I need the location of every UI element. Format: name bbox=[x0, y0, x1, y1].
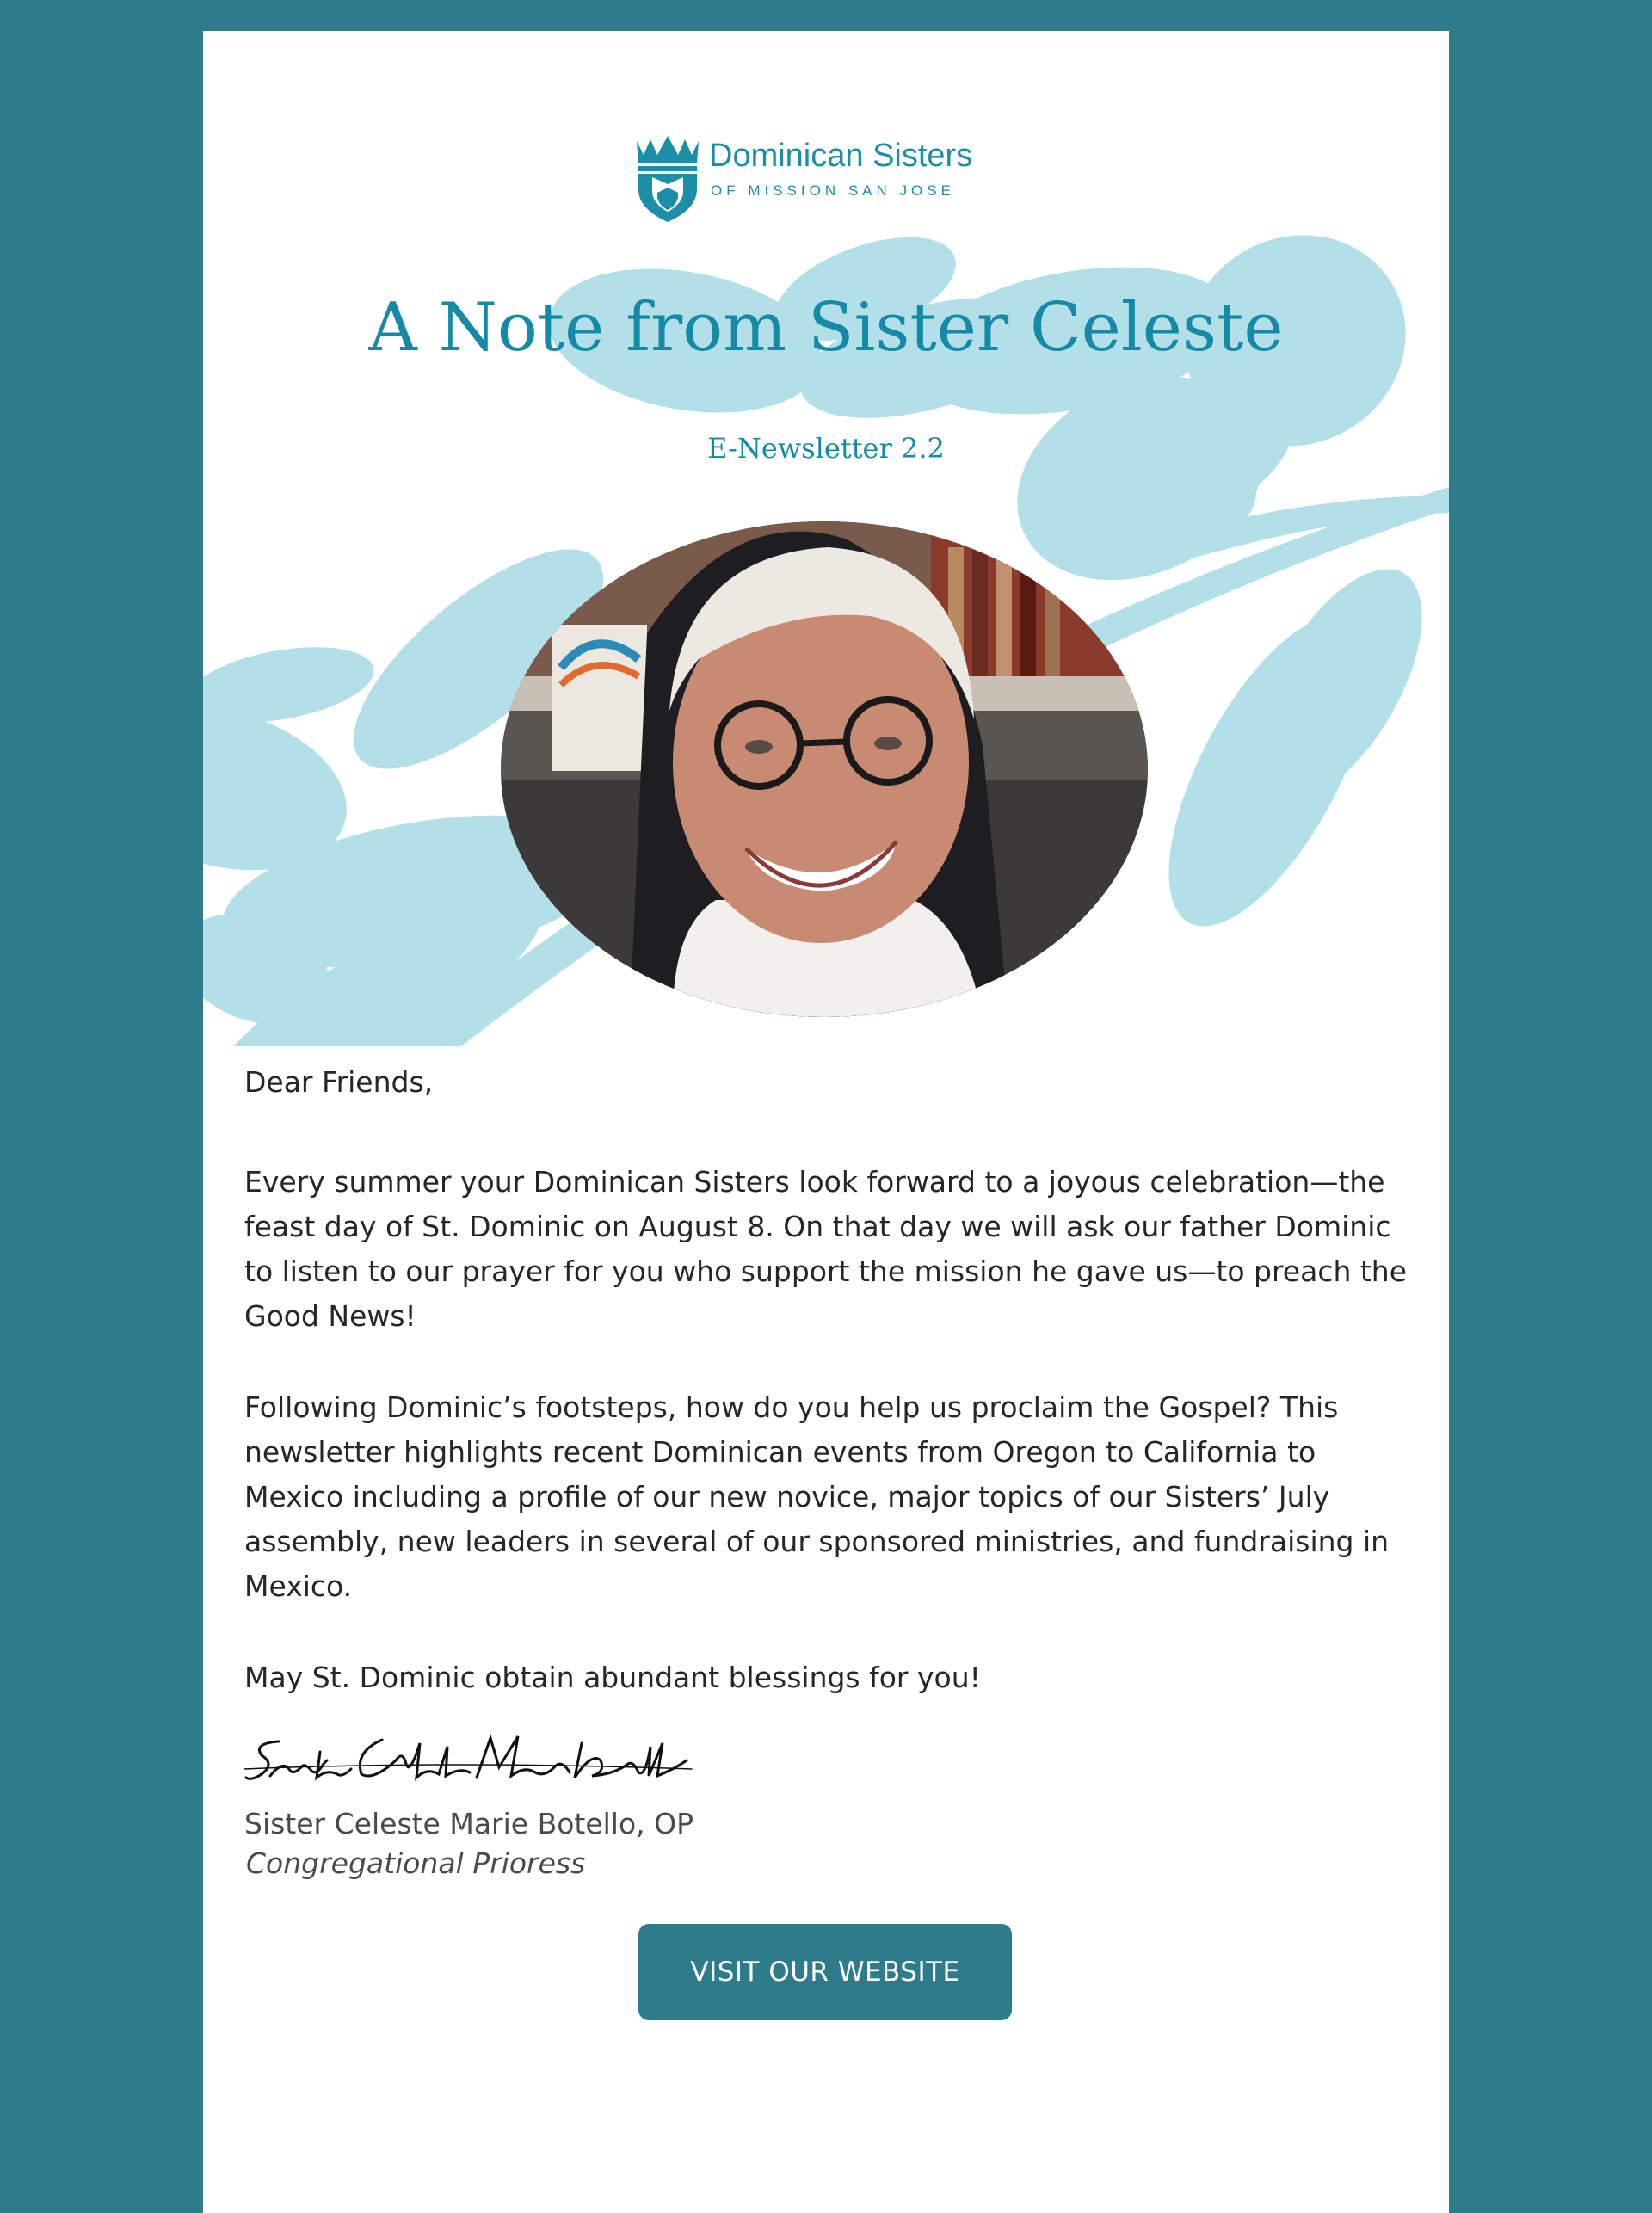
portrait-photo bbox=[501, 521, 1148, 1017]
brand-logo[interactable] bbox=[633, 133, 995, 222]
letter-paragraph: Following Dominic’s footsteps, how do you help us proclaim the Gospel? This newsletter highlights recent Dominican events from Oregon to California to Mexico including a profile of our new novice, major topics of our Sisters’ July assembly, new leaders in several of our sponsored ministries, and fundraising in Mexico. bbox=[244, 1390, 1390, 1603]
letter-paragraph: Every summer your Dominican Sisters look forward to a joyous celebration—the feast day of St. Dominic on August 8. On that day we will ask our father Dominic to listen to our prayer for you who support the mission he gave us—to preach the Good News! bbox=[244, 1165, 1408, 1333]
brand-name: Dominican Sisters bbox=[709, 138, 973, 174]
newsletter-issue: E-Newsletter 2.2 bbox=[707, 432, 945, 465]
letter-closing: May St. Dominic obtain abundant blessings for you! bbox=[244, 1661, 981, 1694]
brand-tagline: OF MISSION SAN JOSE bbox=[711, 182, 955, 199]
letter-greeting: Dear Friends, bbox=[244, 1065, 434, 1099]
portrait-photo-icon bbox=[501, 521, 1148, 1017]
newsletter-card bbox=[203, 31, 1449, 2213]
crown-shield-icon bbox=[633, 133, 702, 222]
handwritten-signature-icon bbox=[244, 1726, 709, 1795]
page-title: A Note from Sister Celeste bbox=[368, 289, 1284, 367]
signer-role: Congregational Prioress bbox=[246, 1846, 586, 1880]
signer-name: Sister Celeste Marie Botello, OP bbox=[244, 1807, 694, 1840]
visit-website-button[interactable]: VISIT OUR WEBSITE bbox=[638, 1924, 1012, 2020]
hero-section bbox=[203, 31, 1449, 1046]
